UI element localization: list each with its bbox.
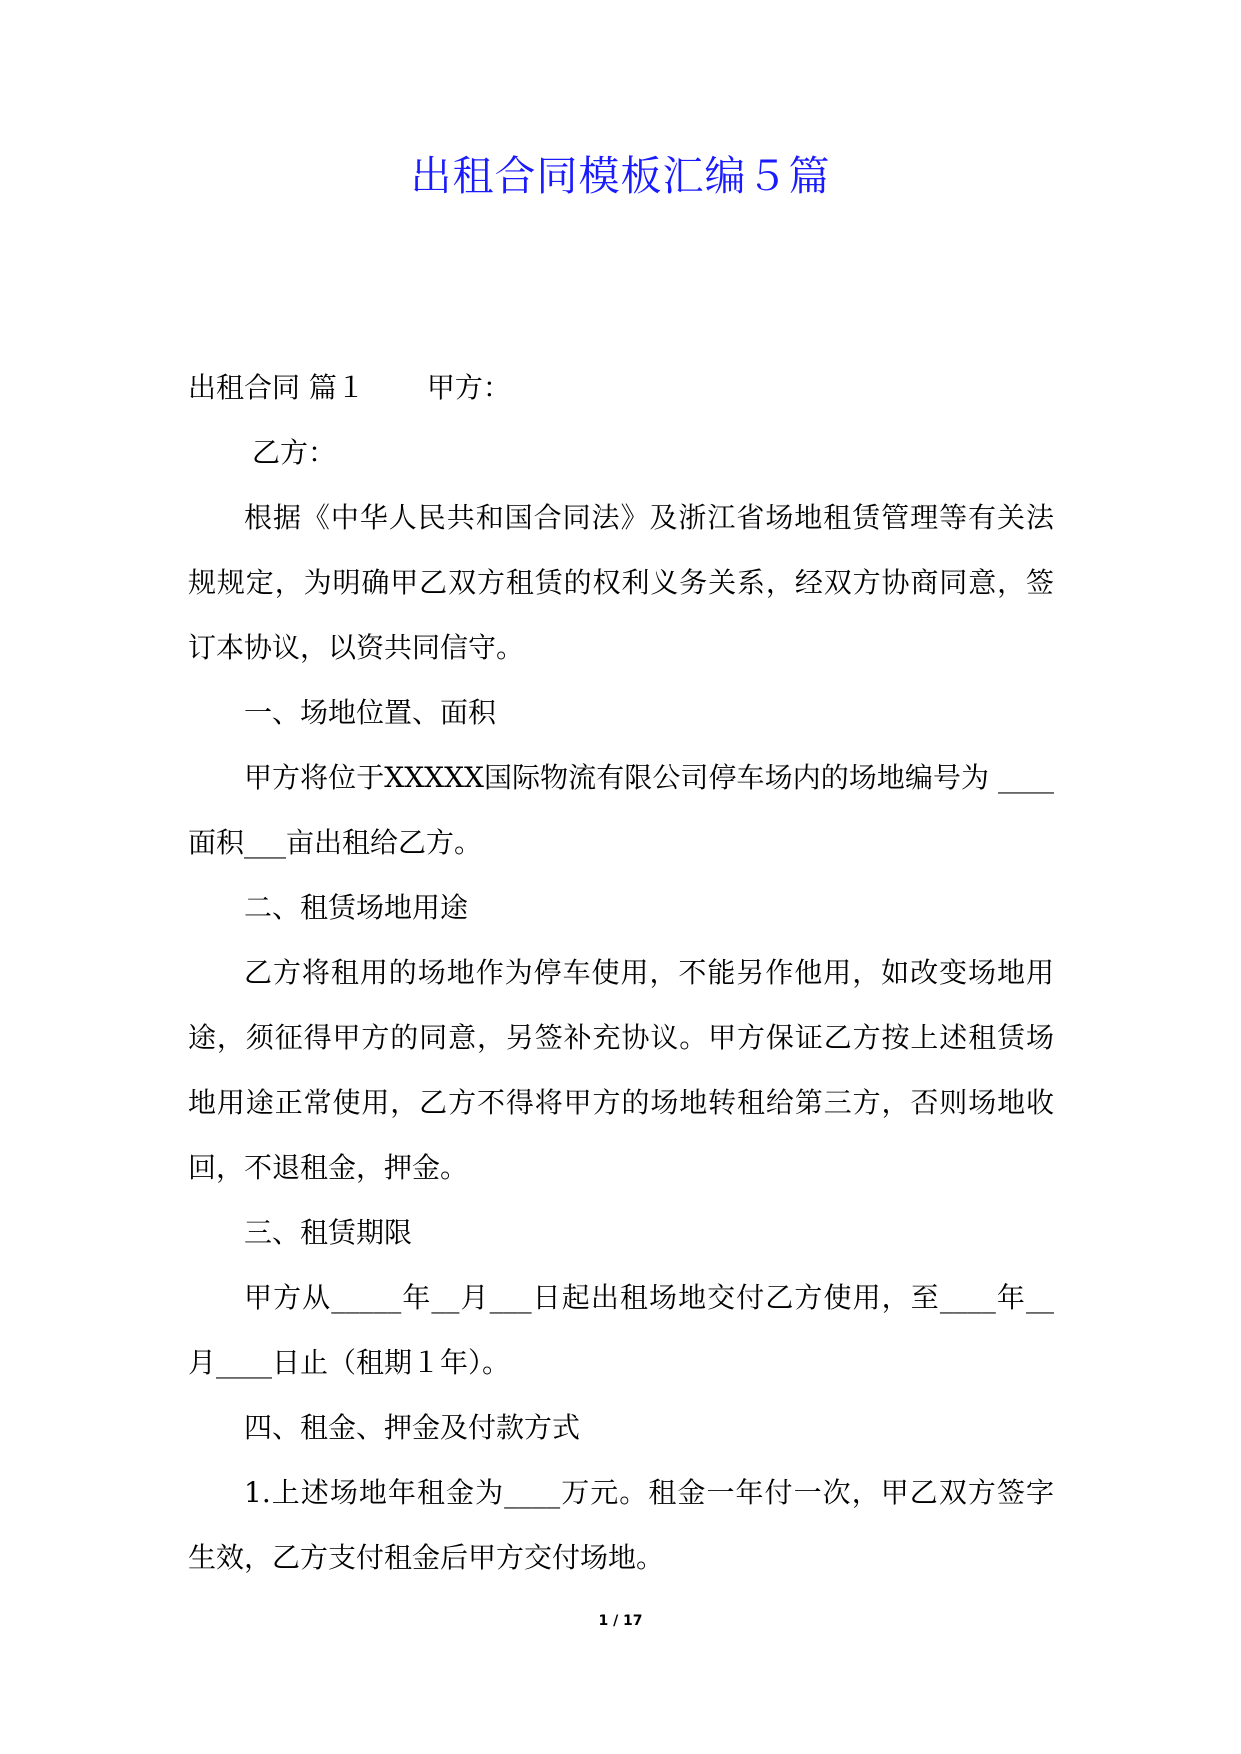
section-heading: 出租合同 篇１	[188, 371, 365, 404]
section-heading-line	[188, 355, 1054, 420]
party-b-label: 乙方：	[252, 436, 337, 469]
page-number: 1 / 17	[598, 1613, 643, 1629]
clause-heading-term: 三、租赁期限	[244, 1216, 413, 1249]
clause-heading-rent: 四、租金、押金及付款方式	[244, 1411, 581, 1444]
paragraph-intro: 根据《中华人民共和国合同法》及浙江省场地租赁管理等有关法规规定，为明确甲乙双方租赁的权利义务关系，经双方协商同意，签订本协议，以资共同信守。	[188, 501, 1054, 664]
paragraph-rent: 1.上述场地年租金为____万元。租金一年付一次，甲乙双方签字生效，乙方支付租金后甲方交付场地。	[188, 1476, 1054, 1574]
document-title: 出租合同模板汇编５篇	[410, 152, 831, 200]
clause-heading-location: 一、场地位置、面积	[244, 696, 497, 729]
paragraph-term: 甲方从_____年__月___日起出租场地交付乙方使用，至____年__月____日止（租期１年）。	[188, 1281, 1054, 1379]
party-a-label: 甲方：	[426, 371, 511, 404]
document-body	[188, 355, 1054, 1590]
paragraph-location: 甲方将位于XXXXX国际物流有限公司停车场内的场地编号为 ____面积___亩出租给乙方。	[188, 761, 1054, 859]
clause-heading-usage: 二、租赁场地用途	[244, 891, 469, 924]
paragraph-usage: 乙方将租用的场地作为停车使用，不能另作他用，如改变场地用途，须征得甲方的同意，另签补充协议。甲方保证乙方按上述租赁场地用途正常使用，乙方不得将甲方的场地转租给第三方，否则场地收回，不退租金，押金。	[188, 956, 1054, 1184]
